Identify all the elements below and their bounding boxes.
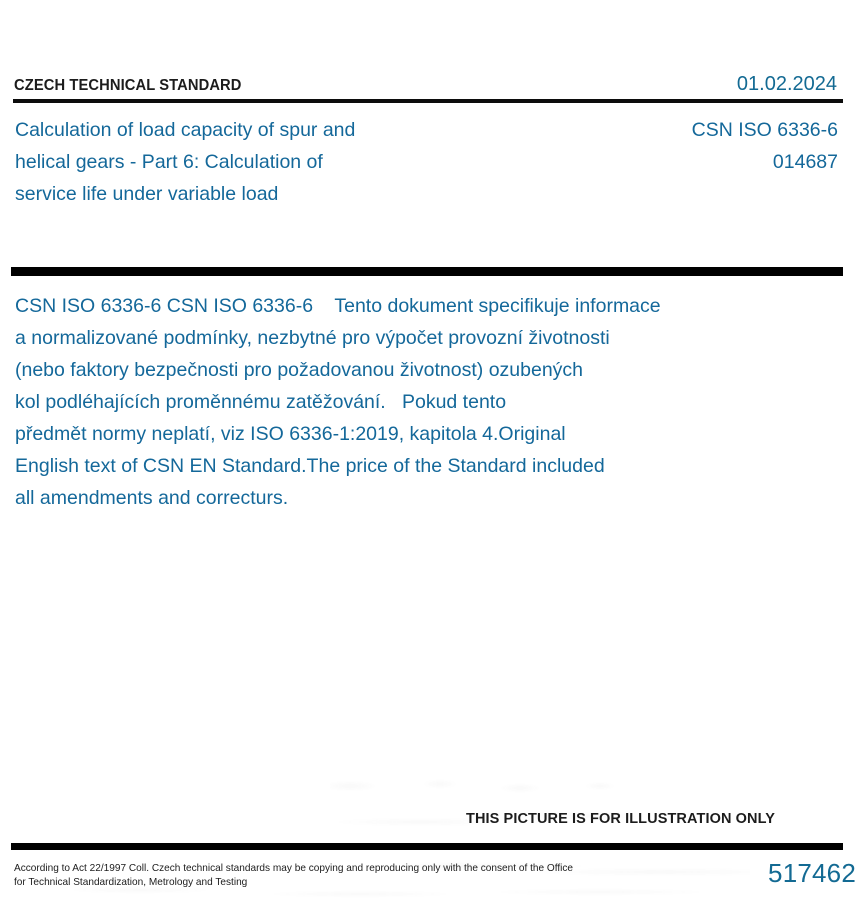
abstract-line-1: CSN ISO 6336-6 CSN ISO 6336-6 Tento dokument specifikuje informace: [15, 295, 661, 317]
title-line-1: Calculation of load capacity of spur and: [15, 119, 356, 141]
abstract-line-3: (nebo faktory bezpečnosti pro požadovanou životnost) ozubených: [15, 359, 584, 381]
abstract-divider-rule: [11, 267, 843, 276]
order-number: 517462: [768, 858, 856, 888]
catalog-number: 014687: [772, 151, 838, 173]
footer-legal-line-1: According to Act 22/1997 Coll. Czech technical standards may be copying and reproducing only with the consent of the Office: [14, 862, 574, 874]
designation-block: [538, 114, 838, 178]
abstract-line-7: all amendments and correcturs.: [15, 487, 289, 509]
footer-legal-notice: [14, 862, 609, 889]
abstract-line-6: English text of CSN EN Standard.The price of the Standard included: [15, 455, 605, 477]
document-title: [15, 114, 535, 210]
document-kind-label: CZECH TECHNICAL STANDARD: [14, 77, 242, 94]
title-line-2: helical gears - Part 6: Calculation of: [15, 151, 323, 173]
standard-code: CSN ISO 6336-6: [691, 119, 838, 141]
abstract-text: [15, 290, 845, 514]
abstract-line-5: předmět normy neplatí, viz ISO 6336-1:2019, kapitola 4.Original: [15, 423, 566, 445]
document-header: [14, 73, 837, 95]
title-line-3: service life under variable load: [15, 183, 279, 205]
abstract-line-2: a normalizované podmínky, nezbytné pro výpočet provozní životnosti: [15, 327, 610, 349]
footer-divider-rule: [11, 843, 843, 850]
header-divider-rule: [13, 99, 843, 103]
publication-date: 01.02.2024: [736, 73, 837, 95]
footer-legal-line-2: for Technical Standardization, Metrology and Testing: [14, 875, 248, 888]
title-block: [15, 114, 839, 234]
abstract-line-4: kol podléhajících proměnnému zatěžování. Pokud tento: [15, 391, 507, 413]
illustration-disclaimer: THIS PICTURE IS FOR ILLUSTRATION ONLY: [465, 811, 775, 827]
